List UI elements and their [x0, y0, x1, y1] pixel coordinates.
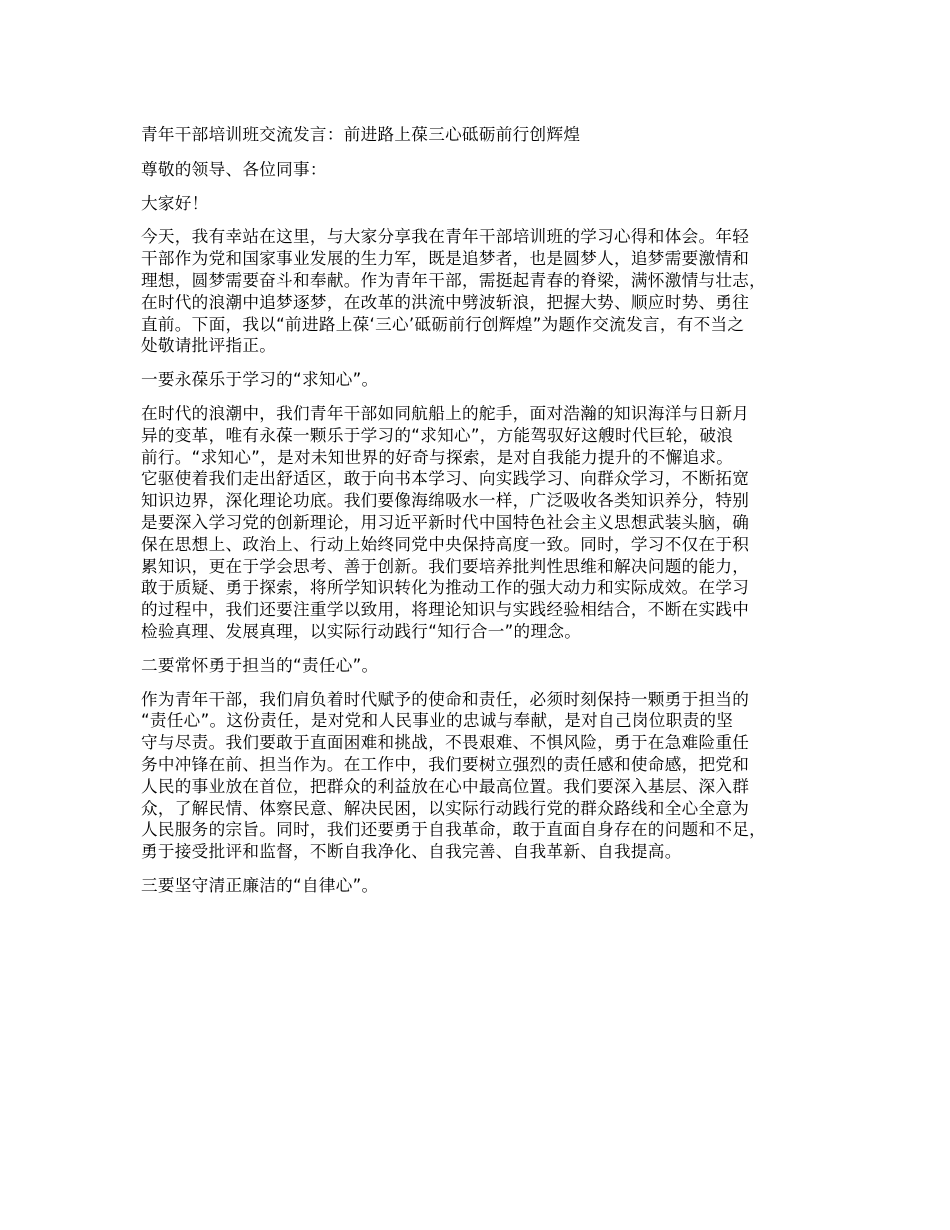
text-line: 它驱使着我们走出舒适区，敢于向书本学习、向实践学习、向群众学习，不断拓宽: [141, 469, 750, 489]
text-line: “责任心”。这份责任，是对党和人民事业的忠诚与奉献，是对自己岗位职责的坚: [141, 711, 734, 731]
text-line: 直前。下面，我以“前进路上葆‘三心’砥砺前行创辉煌”为题作交流发言，有不当之: [141, 314, 745, 334]
section-1-paragraph: [141, 403, 831, 643]
section-2-paragraph: [141, 689, 831, 863]
text-line: 的过程中，我们还要注重学以致用，将理论知识与实践经验相结合，不断在实践中: [141, 600, 750, 620]
text-line: 作为青年干部，我们肩负着时代赋予的使命和责任，必须时刻保持一颗勇于担当的: [141, 689, 750, 709]
document-title: 青年干部培训班交流发言：前进路上葆三心砥砺前行创辉煌: [141, 125, 581, 144]
intro-paragraph: [141, 226, 831, 357]
section-1-heading: 一要永葆乐于学习的“求知心”。: [141, 370, 379, 390]
text-line: 检验真理、发展真理，以实际行动践行“知行合一”的理念。: [141, 621, 582, 641]
text-line: 勇于接受批评和监督，不断自我净化、自我完善、自我革新、自我提高。: [141, 842, 682, 862]
section-3-heading: 三要坚守清正廉洁的“自律心”。: [141, 875, 379, 895]
document-page: [141, 124, 831, 909]
text-line: 人民服务的宗旨。同时，我们还要勇于自我革命，敢于直面自身存在的问题和不足，: [141, 820, 767, 840]
text-line: 在时代的浪潮中，我们青年干部如同航船上的舵手，面对浩瀚的知识海洋与日新月: [141, 403, 750, 423]
text-line: 异的变革，唯有永葆一颗乐于学习的“求知心”，方能驾驭好这艘时代巨轮，破浪: [141, 425, 734, 445]
section-2-heading: 二要常怀勇于担当的“责任心”。: [141, 655, 379, 675]
text-line: 今天，我有幸站在这里，与大家分享我在青年干部培训班的学习心得和体会。年轻: [141, 227, 750, 247]
text-line: 务中冲锋在前、担当作为。在工作中，我们要树立强烈的责任感和使命感，把党和: [141, 754, 750, 774]
text-line: 干部作为党和国家事业发展的生力军，既是追梦者，也是圆梦人，追梦需要激情和: [141, 249, 750, 269]
text-line: 在时代的浪潮中追梦逐梦，在改革的洪流中劈波斩浪，把握大势、顺应时势、勇往: [141, 292, 750, 312]
text-line: 知识边界，深化理论功底。我们要像海绵吸水一样，广泛吸收各类知识养分，特别: [141, 491, 750, 511]
text-line: 前行。“求知心”，是对未知世界的好奇与探索，是对自我能力提升的不懈追求。: [141, 447, 734, 467]
greeting: 大家好！: [141, 193, 209, 213]
text-line: 敢于质疑、勇于探索，将所学知识转化为推动工作的强大动力和实际成效。在学习: [141, 578, 750, 598]
text-line: 处敬请批评指正。: [141, 336, 277, 356]
text-line: 人民的事业放在首位，把群众的利益放在心中最高位置。我们要深入基层、深入群: [141, 776, 750, 796]
text-line: 守与尽责。我们要敢于直面困难和挑战，不畏艰难、不惧风险，勇于在急难险重任: [141, 733, 750, 753]
text-line: 保在思想上、政治上、行动上始终同党中央保持高度一致。同时，学习不仅在于积: [141, 534, 750, 554]
salutation: 尊敬的领导、各位同事：: [141, 159, 327, 179]
text-line: 众，了解民情、体察民意、解决民困，以实际行动践行党的群众路线和全心全意为: [141, 798, 750, 818]
text-line: 是要深入学习党的创新理论，用习近平新时代中国特色社会主义思想武装头脑，确: [141, 512, 750, 532]
text-line: 理想，圆梦需要奋斗和奉献。作为青年干部，需挺起青春的脊梁，满怀激情与壮志，: [141, 270, 767, 290]
text-line: 累知识，更在于学会思考、善于创新。我们要培养批判性思维和解决问题的能力，: [141, 556, 750, 576]
